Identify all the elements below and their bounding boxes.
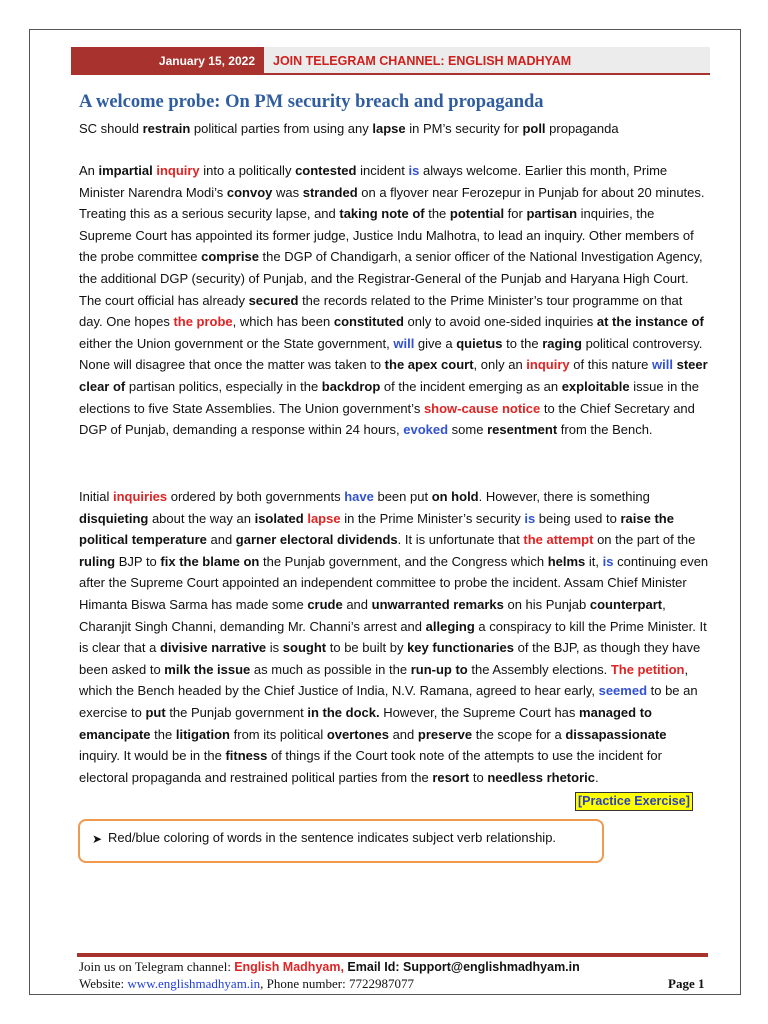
verb-term: evoked xyxy=(403,422,449,438)
footer-channel-link[interactable]: English Madhyam, xyxy=(234,960,344,974)
text-run: to be an exercise to xyxy=(79,683,698,720)
subject-term: The petition xyxy=(610,661,685,677)
bold-term: overtones xyxy=(326,726,389,742)
verb-term: will xyxy=(393,335,415,351)
text-run: Initial xyxy=(79,489,113,504)
text-run: from the Bench. xyxy=(557,422,653,438)
text-run: to be built by xyxy=(326,640,408,656)
text-run: the Punjab government xyxy=(165,704,308,720)
bold-term: constituted xyxy=(333,314,404,330)
practice-exercise-link[interactable]: [Practice Exercise] xyxy=(575,792,693,811)
subject-term: inquiry xyxy=(156,163,200,178)
text-run: propaganda xyxy=(545,121,619,136)
bold-term: preserve xyxy=(417,726,473,742)
note-text: Red/blue coloring of words in the sentence indicates subject verb relationship. xyxy=(108,830,557,845)
bold-term: helms xyxy=(547,553,586,569)
text-run: is xyxy=(266,640,283,656)
verb-term: seemed xyxy=(598,683,648,699)
verb-term: is xyxy=(408,163,420,178)
text-run: , Charanjit Singh Channi, demanding Mr. Channi’s arrest and xyxy=(79,596,666,634)
bold-term: needless rhetoric xyxy=(487,769,595,785)
footer-website-label: Website: xyxy=(79,976,128,991)
note-box xyxy=(78,819,604,863)
text-run: on the part of the xyxy=(593,532,696,548)
text-run: the Punjab government, and the Congress which xyxy=(259,553,548,569)
bold-term: quietus xyxy=(456,335,503,351)
bold-term: key functionaries xyxy=(407,640,515,656)
text-run: issue in the elections to five State Assemblies. The Union government’s xyxy=(79,378,699,416)
text-run: the xyxy=(424,206,450,222)
footer-divider xyxy=(77,953,708,957)
text-run: on his Punjab xyxy=(503,596,590,612)
bold-term: exploitable xyxy=(561,378,630,394)
text-run: An xyxy=(79,163,99,178)
subject-term: lapse xyxy=(307,510,341,526)
bold-term: crude xyxy=(307,596,343,612)
bold-term: on hold xyxy=(431,489,479,504)
bold-term: counterpart xyxy=(589,596,663,612)
text-run: and xyxy=(342,596,372,612)
text-run: the records related to the Prime Minister’s tour programme on that day. One hopes xyxy=(79,292,683,330)
text-run: of things if the Court took note of the attempts to use the incident for electoral propaganda and restrained political parties from the xyxy=(79,748,662,785)
footer-email: Email Id: Support@englishmadhyam.in xyxy=(343,960,580,974)
paragraph-2 xyxy=(79,486,709,788)
article-subtitle xyxy=(79,118,709,140)
bold-term: resentment xyxy=(487,422,558,438)
text-run: partisan politics, especially in the xyxy=(125,378,322,394)
article-title: A welcome probe: On PM security breach and propaganda xyxy=(79,92,544,112)
bold-term: alleging xyxy=(425,618,475,634)
text-run: ordered by both governments xyxy=(167,489,345,504)
bold-term: raging xyxy=(542,335,582,351)
text-run: been put xyxy=(373,489,432,504)
bold-term: convoy xyxy=(226,184,273,200)
text-run: the DGP of Chandigarh, a senior officer of the National Investigation Agency, the additional DGP (security) of Punjab, and the Registrar-General of the Punjab and Haryana High Court. The court official has already xyxy=(79,249,703,308)
footer-line-1 xyxy=(79,959,580,975)
text-run: , only an xyxy=(473,357,527,373)
text-run: and xyxy=(206,532,236,548)
header-date: January 15, 2022 xyxy=(71,47,264,75)
footer-telegram-label: Join us on Telegram channel: xyxy=(79,959,235,974)
text-run: only to avoid one-sided inquiries xyxy=(403,314,597,330)
bold-term: at the instance of xyxy=(596,314,704,330)
bold-term: lapse xyxy=(372,121,406,136)
text-run: some xyxy=(448,422,488,438)
text-run: as much as possible in the xyxy=(250,661,411,677)
text-run: of the incident emerging as an xyxy=(380,378,562,394)
footer-website-link[interactable]: www.englishmadhyam.in xyxy=(127,976,261,991)
bold-term: the apex court xyxy=(384,357,474,373)
bold-term: in the dock. xyxy=(307,704,380,720)
text-run: always welcome. Earlier this month, Prime Minister Narendra Modi’s xyxy=(79,163,668,200)
text-run: . It is unfortunate that xyxy=(397,532,524,548)
text-run: , which has been xyxy=(232,314,334,330)
subject-term: the probe xyxy=(173,314,233,330)
text-run: . However, there is something xyxy=(478,489,650,504)
bold-term: restrain xyxy=(142,121,191,136)
verb-term: is xyxy=(602,553,614,569)
text-run: either the Union government or the State government, xyxy=(79,335,394,351)
text-run: the scope for a xyxy=(472,726,566,742)
verb-term: will xyxy=(652,357,673,373)
bold-term: contested xyxy=(295,163,357,178)
text-run: being used to xyxy=(535,510,621,526)
bold-term: ruling xyxy=(79,553,116,569)
page-number: Page 1 xyxy=(668,976,705,991)
text-run: to xyxy=(469,769,488,785)
text-run: the xyxy=(150,726,176,742)
subject-term: inquiry xyxy=(526,357,570,373)
telegram-channel-link[interactable]: JOIN TELEGRAM CHANNEL: ENGLISH MADHYAM xyxy=(273,54,572,68)
arrow-bullet-icon: ➤ xyxy=(92,832,103,846)
bold-term: comprise xyxy=(201,249,259,265)
bold-term: milk the issue xyxy=(164,661,251,677)
bold-term: garner electoral dividends xyxy=(235,532,398,548)
paragraph-1 xyxy=(79,160,709,441)
text-run: give a xyxy=(414,335,457,351)
bold-term: fitness xyxy=(225,748,268,764)
bold-term: partisan xyxy=(526,206,578,222)
text-run: into a politically xyxy=(199,163,296,178)
page-header xyxy=(71,47,710,75)
bold-term: sought xyxy=(282,640,327,656)
text-run: , which the Bench headed by the Chief Justice of India, N.V. Ramana, agreed to hear early, xyxy=(79,661,689,699)
bold-term: run-up to xyxy=(410,661,468,677)
text-run: continuing even after the Supreme Court appointed an independent committee to probe the incident. Assam Chief Minister Himanta Biswa Sarma has made some xyxy=(79,553,709,612)
bold-term: fix the blame on xyxy=(160,553,260,569)
bold-term: unwarranted remarks xyxy=(371,596,504,612)
bold-term: poll xyxy=(522,121,546,136)
text-run: incident xyxy=(356,163,409,178)
footer-phone: , Phone number: 7722987077 xyxy=(260,976,414,991)
bold-term: disquieting xyxy=(79,510,149,526)
bold-term: dissapassionate xyxy=(565,726,667,742)
bold-term: stranded xyxy=(302,184,358,200)
subject-term: the attempt xyxy=(523,532,594,548)
text-run: for xyxy=(504,206,527,222)
text-run: from its political xyxy=(230,726,327,742)
bold-term: litigation xyxy=(175,726,231,742)
text-run: about the way an xyxy=(148,510,255,526)
bold-term: raise the political temperature xyxy=(79,510,674,548)
text-run: to the Chief Secretary and DGP of Punjab, demanding a response within 24 hours, xyxy=(79,400,695,438)
text-run: of the BJP, as though they have been asked to xyxy=(79,640,701,677)
text-run: was xyxy=(272,184,303,200)
subject-term: show-cause notice xyxy=(423,400,541,416)
subject-term: inquiries xyxy=(112,489,168,504)
bold-term: steer clear of xyxy=(79,357,708,394)
text-run: SC should xyxy=(79,121,143,136)
text-run: a conspiracy to kill the Prime Minister. It is clear that a xyxy=(79,618,707,656)
text-run: BJP to xyxy=(115,553,161,569)
text-run: to the xyxy=(502,335,543,351)
text-run: However, the Supreme Court has xyxy=(379,704,580,720)
text-run: . xyxy=(594,769,599,785)
bold-term: resort xyxy=(432,769,470,785)
footer-line-2 xyxy=(79,976,414,992)
text-run: in the Prime Minister’s security xyxy=(340,510,525,526)
bold-term: secured xyxy=(248,292,299,308)
text-run: inquiries, the Supreme Court has appointed its former judge, Justice Indu Malhotra, to lead an inquiry. Other members of the probe committee xyxy=(79,206,694,265)
bold-term: put xyxy=(145,704,166,720)
text-run: political parties from using any xyxy=(190,121,373,136)
verb-term: is xyxy=(524,510,536,526)
text-run: the Assembly elections. xyxy=(467,661,611,677)
text-run: inquiry. It would be in the xyxy=(79,748,226,764)
text-run: on a flyover near Ferozepur in Punjab for about 20 minutes. Treating this as a serious security lapse, and xyxy=(79,184,705,222)
text-run: it, xyxy=(585,553,603,569)
bold-term: potential xyxy=(449,206,505,222)
bold-term: isolated xyxy=(254,510,304,526)
bold-term: backdrop xyxy=(321,378,381,394)
text-run: in PM’s security for xyxy=(405,121,523,136)
bold-term: taking note of xyxy=(339,206,425,222)
bold-term: divisive narrative xyxy=(159,640,267,656)
verb-term: have xyxy=(344,489,374,504)
text-run: of this nature xyxy=(569,357,653,373)
text-run: political controversy. None will disagree that once the matter was taken to xyxy=(79,335,703,373)
bold-term: managed to emancipate xyxy=(79,704,652,742)
bold-term: impartial xyxy=(98,163,153,178)
text-run: and xyxy=(388,726,418,742)
